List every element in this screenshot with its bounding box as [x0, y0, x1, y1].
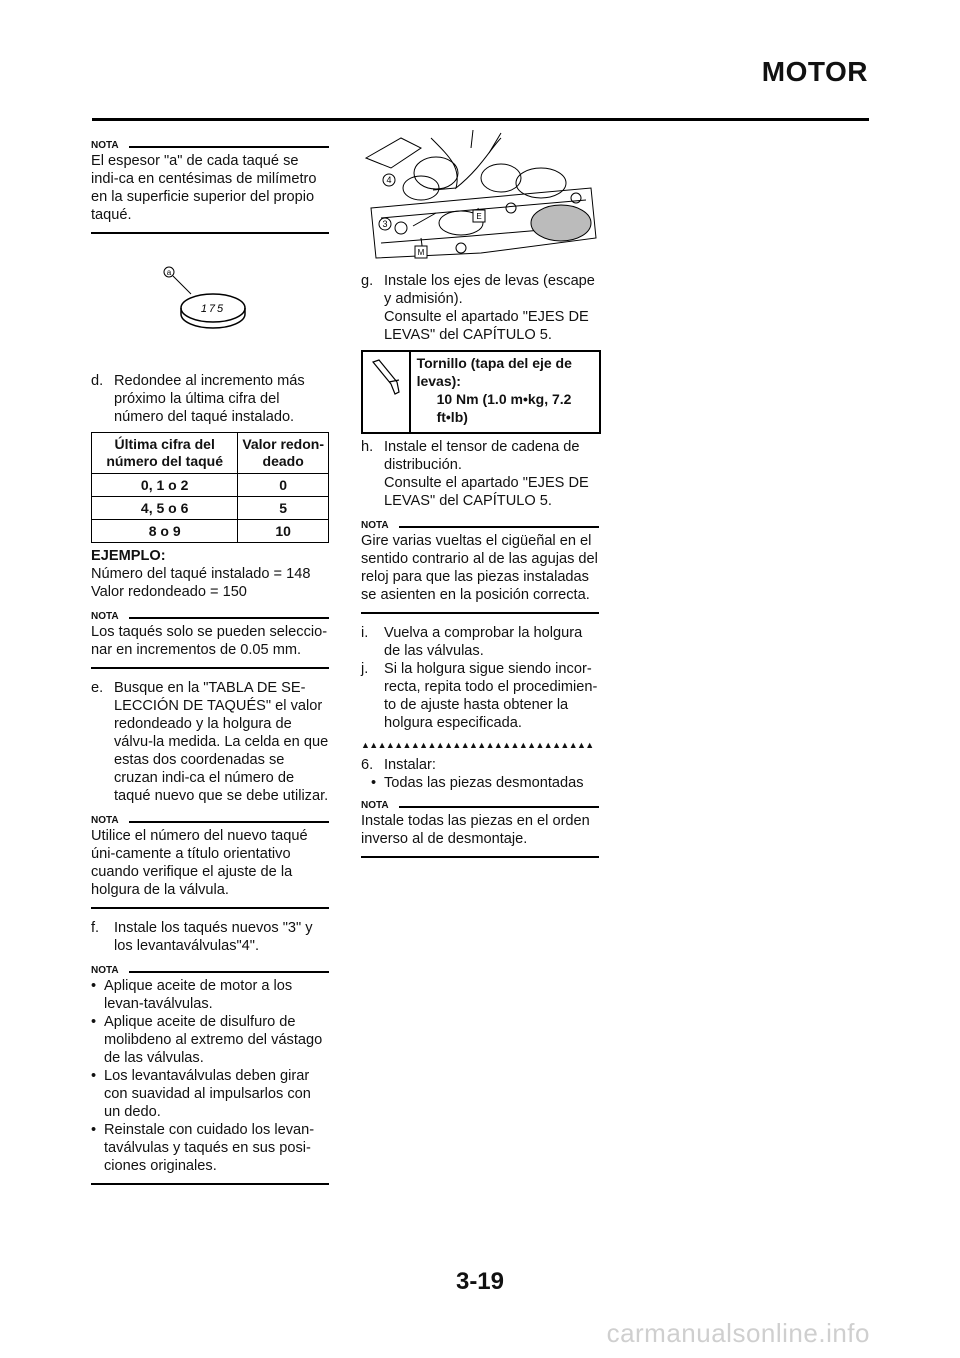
table-row: 4, 5 o 6 5	[92, 497, 329, 520]
wrench-icon	[363, 352, 411, 432]
page-number: 3-19	[455, 1268, 505, 1295]
note-increments: NOTA Los taqués solo se pueden seleccio-nar en incrementos de 0.05 mm.	[91, 611, 329, 669]
left-column	[91, 140, 329, 1185]
step-d: d. Redondee al incremento más próximo la última cifra del número del taqué instalado.	[91, 373, 305, 425]
example-line: Valor redondeado = 150	[91, 584, 247, 600]
note-thickness	[91, 140, 329, 234]
table-header: Valor redon-deado	[238, 433, 329, 474]
shim-number: 175	[200, 303, 226, 315]
list-item: • Todas las piezas desmontadas	[371, 775, 584, 791]
step-6: 6. Instalar:	[361, 757, 436, 773]
step-h-sub: Consulte el apartado "EJES DE LEVAS" del CAPÍTULO 5.	[384, 475, 589, 509]
table-header: Última cifra del número del taqué	[92, 433, 238, 474]
shim-illustration	[91, 244, 329, 364]
list-item: • Reinstale con cuidado los levan-taválvulas y taqués en sus posi-ciones originales.	[91, 1122, 315, 1174]
camshaft-illustration	[361, 128, 599, 266]
step-e: e. Busque en la "TABLA DE SE-LECCIÓN DE TAQUÉS" el valor redondeado y la holgura de válvu-la medida. La celda en que estas dos coordenadas se cruzan indi-ca el número de taqué nuevo que se debe utilizar.	[91, 680, 329, 804]
table-row: 8 o 9 10	[92, 520, 329, 543]
note-text: El espesor "a" de cada taqué se indi-ca en centésimas de milímetro en la superficie superior del propio taqué.	[91, 153, 317, 223]
rounding-table	[91, 432, 329, 543]
table-row: 0, 1 o 2 0	[92, 474, 329, 497]
callout-e: E	[476, 212, 482, 221]
step-f: f. Instale los taqués nuevos "3" y los levantaválvulas"4".	[91, 920, 313, 954]
list-item: • Aplique aceite de disulfuro de molibdeno al extremo del vástago de las válvulas.	[91, 1014, 323, 1066]
fig-marker-a: a	[166, 268, 172, 277]
list-item: • Aplique aceite de motor a los levan-taválvulas.	[91, 978, 293, 1012]
step-g: g. Instale los ejes de levas (escape y admisión).	[361, 273, 595, 307]
step-j: j. Si la holgura sigue siendo incor-recta, repita todo el procedimien-to de ajuste hasta obtener la holgura especificada.	[361, 661, 598, 731]
page-title: MOTOR	[761, 56, 868, 87]
list-item: • Los levantaválvulas deben girar con suavidad al impulsarlos con un dedo.	[91, 1068, 311, 1120]
torque-box	[361, 350, 601, 434]
example-title: EJEMPLO:	[91, 548, 166, 564]
camshaft-figure	[361, 128, 599, 266]
step-h: h. Instale el tensor de cadena de distribución.	[361, 439, 580, 473]
torque-value: 10 Nm (1.0 m•kg, 7.2 ft•lb)	[436, 391, 572, 425]
torque-title: Tornillo (tapa del eje de levas):	[416, 355, 572, 389]
callout-4: 4	[386, 175, 392, 185]
watermark: carmanualsonline.info	[606, 1318, 870, 1348]
step-i: i. Vuelva a comprobar la holgura de las válvulas.	[361, 625, 583, 659]
callout-3: 3	[382, 219, 388, 229]
note-lifters: NOTA • Aplique aceite de motor a los levan-taválvulas. • Aplique aceite de disulfuro de molibdeno al extremo del vástago de las válvulas. • Los levantaválvulas deben girar con suavidad al impulsarlos con un dedo. • Reinstale con cuidado los levan-taválvulas y taqués en sus posi-ciones originales.	[91, 965, 329, 1185]
right-column	[361, 128, 599, 858]
note-crankshaft: NOTA Gire varias vueltas el cigüeñal en el sentido contrario al de las agujas del reloj para que las piezas instaladas se asienten en la posición correcta.	[361, 520, 599, 614]
example-block	[91, 547, 329, 601]
note-label: NOTA	[91, 140, 119, 151]
example-line: Número del taqué instalado = 148	[91, 566, 311, 582]
note-orientative: NOTA Utilice el número del nuevo taqué úni-camente a título orientativo cuando verifique el ajuste de la holgura de la válvula.	[91, 815, 329, 909]
end-of-procedure-marks: ▲▲▲▲▲▲▲▲▲▲▲▲▲▲▲▲▲▲▲▲▲▲▲▲▲▲▲▲	[361, 740, 594, 750]
step-g-sub: Consulte el apartado "EJES DE LEVAS" del CAPÍTULO 5.	[384, 309, 589, 343]
header-rule	[92, 118, 869, 121]
callout-m: M	[417, 248, 425, 257]
shim-figure	[91, 244, 329, 364]
note-reinstall: NOTA Instale todas las piezas en el orden inverso al de desmontaje.	[361, 800, 599, 858]
